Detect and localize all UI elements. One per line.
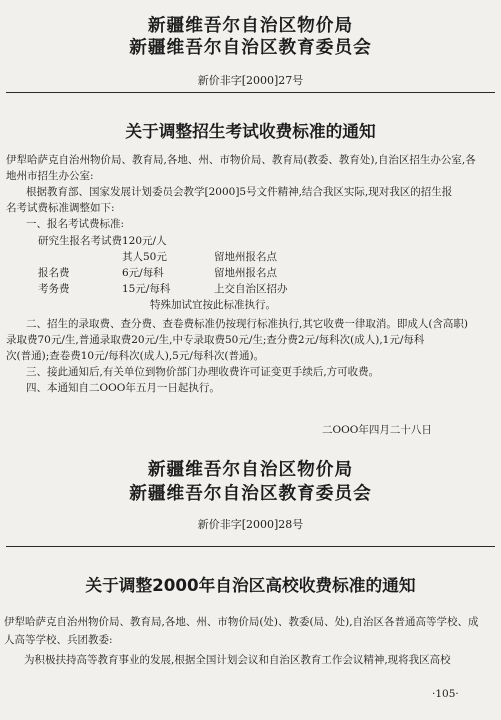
page-number: ·105· xyxy=(432,688,459,700)
notice1-recipients-line2: 地州市招生办公室: xyxy=(6,170,94,182)
notice1-para1-line2: 名考试费标准调整如下: xyxy=(6,202,115,214)
fee-amount: 15元/每科 xyxy=(122,283,171,295)
notice1-para2-line1: 二、招生的录取费、查分费、查卷费标准仍按现行标准执行,其它收费一律取消。即成人(含高职) xyxy=(26,318,469,330)
notice2-recipients-line2: 人高等学校、兵团教委: xyxy=(4,634,113,646)
notice1-para4: 四、本通知自二OOO年五月一日起执行。 xyxy=(26,382,220,394)
notice1-section1-heading: 一、报名考试费标准: xyxy=(26,218,125,230)
fee-amount: 120元/人 xyxy=(122,235,167,247)
fee-label: 考务费 xyxy=(38,283,70,295)
notice1-issuer-line2: 新疆维吾尔自治区教育委员会 xyxy=(129,38,372,58)
notice1-para2-line3: 次(普通);查卷费10元/每科次(成人),5元/每科次(普通)。 xyxy=(6,350,265,362)
fee-label: 研究生报名考试费 xyxy=(38,235,122,247)
notice1-issuer-line1: 新疆维吾尔自治区物价局 xyxy=(147,16,354,36)
notice2-doc-number: 新价非字[2000]28号 xyxy=(197,518,304,531)
fee-label: 报名费 xyxy=(38,267,70,279)
notice1-para3: 三、接此通知后,有关单位到物价部门办理收费许可证变更手续后,方可收费。 xyxy=(26,366,380,378)
fee-amount: 6元/每科 xyxy=(122,267,164,279)
fee-note: 留地州报名点 xyxy=(214,251,277,263)
notice1-header-rule xyxy=(6,92,495,93)
notice2-issuer-line1: 新疆维吾尔自治区物价局 xyxy=(147,460,354,480)
notice2-para1-line1: 为积极扶持高等教育事业的发展,根据全国计划会议和自治区教育工作会议精神,现将我区高校 xyxy=(24,654,451,666)
notice1-date: 二OOO年四月二十八日 xyxy=(322,424,432,436)
fee-special-note: 特殊加试宜按此标准执行。 xyxy=(150,299,276,311)
notice2-title: 关于调整2000年自治区高校收费标准的通知 xyxy=(85,576,416,595)
notice1-recipients-line1: 伊犁哈萨克自治州物价局、教育局,各地、州、市物价局、教育局(教委、教育处),自治区招生办公室,各 xyxy=(6,154,476,166)
notice2-issuer-line2: 新疆维吾尔自治区教育委员会 xyxy=(129,484,372,504)
notice1-para1-line1: 根据教育部、国家发展计划委员会教学[2000]5号文件精神,结合我区实际,现对我区的招生报 xyxy=(26,186,453,198)
notice1-para2-line2: 录取费70元/生,普通录取费20元/生,中专录取费50元/生;查分费2元/每科次(成人),1元/每科 xyxy=(6,334,425,346)
fee-note: 留地州报名点 xyxy=(214,267,277,279)
fee-amount: 其人50元 xyxy=(122,251,167,263)
notice1-title: 关于调整招生考试收费标准的通知 xyxy=(125,122,376,141)
notice2-recipients-line1: 伊犁哈萨克自治州物价局、教育局,各地、州、市物价局(处)、教委(局、处),自治区各普通高等学校、成 xyxy=(4,616,479,628)
fee-note: 上交自治区招办 xyxy=(214,283,288,295)
notice2-header-rule xyxy=(6,546,495,547)
notice1-doc-number: 新价非字[2000]27号 xyxy=(197,74,304,87)
